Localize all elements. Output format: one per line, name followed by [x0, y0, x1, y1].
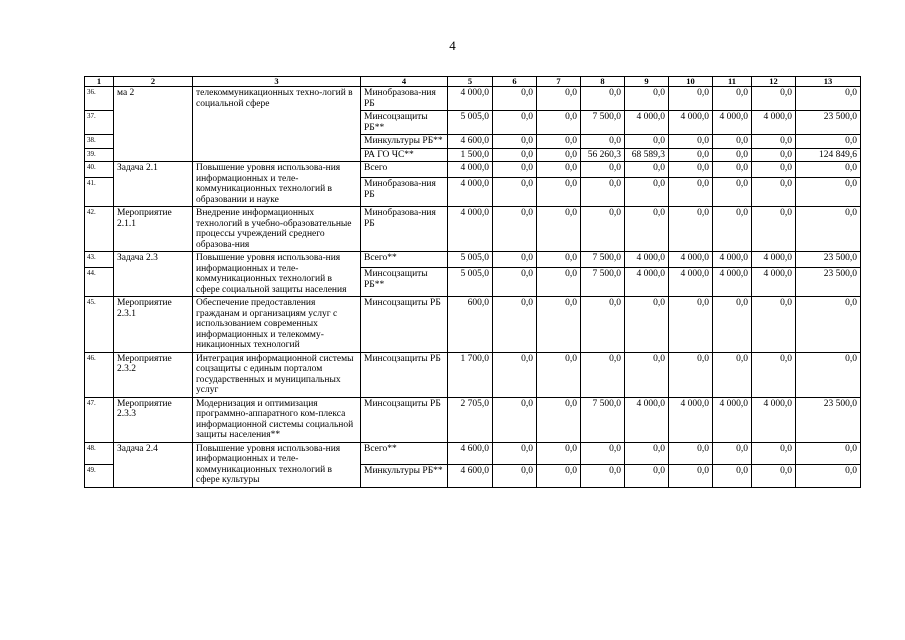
amount-cell: 0,0: [713, 465, 752, 488]
column-number: 7: [537, 77, 581, 87]
amount-cell: 4 600,0: [448, 442, 493, 465]
amount-cell: 0,0: [752, 148, 796, 162]
amount-cell: 0,0: [796, 207, 861, 252]
amount-cell: 0,0: [796, 162, 861, 178]
amount-cell: 0,0: [625, 297, 669, 353]
amount-cell: 4 000,0: [752, 397, 796, 442]
amount-cell: 4 000,0: [669, 397, 713, 442]
item-name: Задача 2.1: [114, 162, 193, 207]
amount-cell: 0,0: [752, 465, 796, 488]
amount-cell: 0,0: [796, 297, 861, 353]
amount-cell: 0,0: [625, 162, 669, 178]
amount-cell: 0,0: [713, 135, 752, 149]
amount-cell: 0,0: [493, 252, 537, 268]
row-number: 49.: [85, 465, 114, 488]
amount-cell: 0,0: [537, 178, 581, 207]
item-name: Задача 2.4: [114, 442, 193, 487]
amount-cell: 0,0: [537, 207, 581, 252]
amount-cell: 0,0: [493, 178, 537, 207]
amount-cell: 0,0: [493, 148, 537, 162]
page-number: 4: [449, 38, 456, 53]
amount-cell: 4 000,0: [752, 268, 796, 297]
amount-cell: 0,0: [713, 148, 752, 162]
funding-source: Минкультуры РБ**: [361, 135, 448, 149]
column-number: 10: [669, 77, 713, 87]
amount-cell: 0,0: [581, 162, 625, 178]
column-number: 3: [193, 77, 361, 87]
row-number: 45.: [85, 297, 114, 353]
amount-cell: 0,0: [493, 87, 537, 111]
amount-cell: 1 500,0: [448, 148, 493, 162]
item-description: Повышение уровня использова-ния информационных и теле-коммуникационных технологий в сфере социальной защиты населения: [193, 252, 361, 297]
amount-cell: 0,0: [625, 442, 669, 465]
amount-cell: 7 500,0: [581, 252, 625, 268]
amount-cell: 0,0: [625, 135, 669, 149]
table-row: [85, 352, 861, 397]
amount-cell: 0,0: [713, 178, 752, 207]
item-description: Внедрение информационных технологий в учебно-образовательные процессы учреждений среднего образова-ния: [193, 207, 361, 252]
table-row: [85, 297, 861, 353]
amount-cell: 600,0: [448, 297, 493, 353]
amount-cell: 0,0: [581, 87, 625, 111]
amount-cell: 4 000,0: [713, 397, 752, 442]
amount-cell: 0,0: [796, 465, 861, 488]
amount-cell: 23 500,0: [796, 397, 861, 442]
item-description: Модернизация и оптимизация программно-аппаратного ком-плекса информационной системы социальной защиты населения**: [193, 397, 361, 442]
amount-cell: 68 589,3: [625, 148, 669, 162]
column-number: 9: [625, 77, 669, 87]
amount-cell: 4 000,0: [448, 178, 493, 207]
amount-cell: 1 700,0: [448, 352, 493, 397]
item-description: Повышение уровня использова-ния информационных и теле-коммуникационных технологий в сфере культуры: [193, 442, 361, 487]
item-description: Интеграция информационной системы соцзащиты с единым порталом государственных и муниципальных услуг: [193, 352, 361, 397]
amount-cell: 23 500,0: [796, 268, 861, 297]
amount-cell: 0,0: [537, 352, 581, 397]
amount-cell: 4 000,0: [625, 252, 669, 268]
amount-cell: 4 000,0: [625, 111, 669, 135]
amount-cell: 0,0: [537, 252, 581, 268]
amount-cell: 4 000,0: [448, 207, 493, 252]
amount-cell: 0,0: [581, 178, 625, 207]
amount-cell: 0,0: [581, 135, 625, 149]
amount-cell: 0,0: [752, 135, 796, 149]
amount-cell: 0,0: [669, 162, 713, 178]
funding-source: РА ГО ЧС**: [361, 148, 448, 162]
column-number: 12: [752, 77, 796, 87]
amount-cell: 5 005,0: [448, 268, 493, 297]
item-name: Задача 2.3: [114, 252, 193, 297]
amount-cell: 0,0: [537, 111, 581, 135]
funding-source: Минсоцзащиты РБ: [361, 352, 448, 397]
amount-cell: 0,0: [581, 352, 625, 397]
column-number: 11: [713, 77, 752, 87]
amount-cell: 0,0: [713, 162, 752, 178]
amount-cell: 0,0: [625, 178, 669, 207]
row-number: 37.: [85, 111, 114, 135]
amount-cell: 0,0: [493, 352, 537, 397]
amount-cell: 4 000,0: [448, 162, 493, 178]
amount-cell: 0,0: [493, 111, 537, 135]
amount-cell: 0,0: [752, 297, 796, 353]
amount-cell: 23 500,0: [796, 252, 861, 268]
amount-cell: 0,0: [713, 352, 752, 397]
column-number: 6: [493, 77, 537, 87]
amount-cell: 0,0: [752, 162, 796, 178]
funding-source: Всего: [361, 162, 448, 178]
item-description: телекоммуникационных техно-логий в социальной сфере: [193, 87, 361, 162]
amount-cell: 4 000,0: [713, 252, 752, 268]
amount-cell: 0,0: [713, 207, 752, 252]
amount-cell: 0,0: [581, 442, 625, 465]
amount-cell: 4 000,0: [752, 252, 796, 268]
amount-cell: 124 849,6: [796, 148, 861, 162]
amount-cell: 0,0: [581, 465, 625, 488]
amount-cell: 7 500,0: [581, 111, 625, 135]
row-number: 43.: [85, 252, 114, 268]
amount-cell: 0,0: [669, 352, 713, 397]
item-name: Мероприятие 2.1.1: [114, 207, 193, 252]
amount-cell: 0,0: [493, 135, 537, 149]
row-number: 39.: [85, 148, 114, 162]
table-row: [85, 252, 861, 268]
amount-cell: 0,0: [493, 268, 537, 297]
table-row: [85, 397, 861, 442]
amount-cell: 4 000,0: [669, 111, 713, 135]
amount-cell: 4 000,0: [625, 397, 669, 442]
row-number: 36.: [85, 87, 114, 111]
item-name: Мероприятие 2.3.2: [114, 352, 193, 397]
amount-cell: 7 500,0: [581, 397, 625, 442]
amount-cell: 0,0: [669, 465, 713, 488]
amount-cell: 0,0: [493, 162, 537, 178]
amount-cell: 0,0: [669, 207, 713, 252]
amount-cell: 4 000,0: [713, 268, 752, 297]
funding-source: Минобразова-ния РБ: [361, 87, 448, 111]
amount-cell: 0,0: [537, 297, 581, 353]
budget-table: [84, 76, 861, 488]
amount-cell: 0,0: [537, 268, 581, 297]
amount-cell: 0,0: [581, 207, 625, 252]
amount-cell: 4 600,0: [448, 465, 493, 488]
amount-cell: 0,0: [537, 465, 581, 488]
amount-cell: 0,0: [537, 87, 581, 111]
funding-source: Минкультуры РБ**: [361, 465, 448, 488]
amount-cell: 4 000,0: [669, 268, 713, 297]
amount-cell: 0,0: [796, 178, 861, 207]
table-row: [85, 207, 861, 252]
column-number: 13: [796, 77, 861, 87]
amount-cell: 0,0: [752, 352, 796, 397]
item-description: Повышение уровня использова-ния информационных и теле-коммуникационных технологий в образовании и науке: [193, 162, 361, 207]
amount-cell: 0,0: [537, 397, 581, 442]
amount-cell: 0,0: [669, 178, 713, 207]
amount-cell: 0,0: [669, 297, 713, 353]
amount-cell: 0,0: [713, 87, 752, 111]
amount-cell: 7 500,0: [581, 268, 625, 297]
column-number: 4: [361, 77, 448, 87]
table-row: [85, 442, 861, 465]
amount-cell: 0,0: [493, 207, 537, 252]
row-number: 46.: [85, 352, 114, 397]
amount-cell: 0,0: [581, 297, 625, 353]
funding-source: Всего**: [361, 442, 448, 465]
amount-cell: 4 000,0: [669, 252, 713, 268]
column-number-row: [85, 77, 861, 87]
amount-cell: 0,0: [493, 465, 537, 488]
amount-cell: 0,0: [669, 442, 713, 465]
column-number: 8: [581, 77, 625, 87]
table-row: [85, 162, 861, 178]
funding-source: Всего**: [361, 252, 448, 268]
amount-cell: 0,0: [669, 87, 713, 111]
amount-cell: 0,0: [796, 352, 861, 397]
column-number: 2: [114, 77, 193, 87]
amount-cell: 0,0: [625, 207, 669, 252]
row-number: 47.: [85, 397, 114, 442]
amount-cell: 0,0: [625, 465, 669, 488]
row-number: 44.: [85, 268, 114, 297]
amount-cell: 5 005,0: [448, 111, 493, 135]
row-number: 38.: [85, 135, 114, 149]
amount-cell: 56 260,3: [581, 148, 625, 162]
amount-cell: 4 000,0: [448, 87, 493, 111]
amount-cell: 0,0: [625, 352, 669, 397]
amount-cell: 0,0: [537, 148, 581, 162]
amount-cell: 0,0: [537, 135, 581, 149]
amount-cell: 0,0: [669, 148, 713, 162]
funding-source: Минсоцзащиты РБ**: [361, 268, 448, 297]
amount-cell: 23 500,0: [796, 111, 861, 135]
funding-source: Минсоцзащиты РБ**: [361, 111, 448, 135]
amount-cell: 4 600,0: [448, 135, 493, 149]
column-number: 1: [85, 77, 114, 87]
item-description: Обеспечение предоставления гражданам и организациям услуг с использованием современных информационных и телекомму-никационных технологий: [193, 297, 361, 353]
amount-cell: 0,0: [493, 442, 537, 465]
amount-cell: 0,0: [796, 135, 861, 149]
row-number: 42.: [85, 207, 114, 252]
item-name: Мероприятие 2.3.1: [114, 297, 193, 353]
amount-cell: 0,0: [537, 442, 581, 465]
row-number: 40.: [85, 162, 114, 178]
amount-cell: 0,0: [752, 87, 796, 111]
amount-cell: 0,0: [752, 207, 796, 252]
amount-cell: 2 705,0: [448, 397, 493, 442]
table-row: [85, 87, 861, 111]
amount-cell: 0,0: [713, 442, 752, 465]
item-name: ма 2: [114, 87, 193, 162]
row-number: 48.: [85, 442, 114, 465]
amount-cell: 0,0: [752, 178, 796, 207]
amount-cell: 0,0: [669, 135, 713, 149]
amount-cell: 0,0: [796, 442, 861, 465]
amount-cell: 0,0: [796, 87, 861, 111]
amount-cell: 4 000,0: [625, 268, 669, 297]
amount-cell: 0,0: [537, 162, 581, 178]
amount-cell: 5 005,0: [448, 252, 493, 268]
amount-cell: 4 000,0: [713, 111, 752, 135]
amount-cell: 4 000,0: [752, 111, 796, 135]
amount-cell: 0,0: [713, 297, 752, 353]
funding-source: Минобразова-ния РБ: [361, 178, 448, 207]
amount-cell: 0,0: [493, 397, 537, 442]
item-name: Мероприятие 2.3.3: [114, 397, 193, 442]
funding-source: Минсоцзащиты РБ: [361, 297, 448, 353]
column-number: 5: [448, 77, 493, 87]
amount-cell: 0,0: [752, 442, 796, 465]
amount-cell: 0,0: [493, 297, 537, 353]
funding-source: Минсоцзащиты РБ: [361, 397, 448, 442]
row-number: 41.: [85, 178, 114, 207]
funding-source: Минобразова-ния РБ: [361, 207, 448, 252]
amount-cell: 0,0: [625, 87, 669, 111]
